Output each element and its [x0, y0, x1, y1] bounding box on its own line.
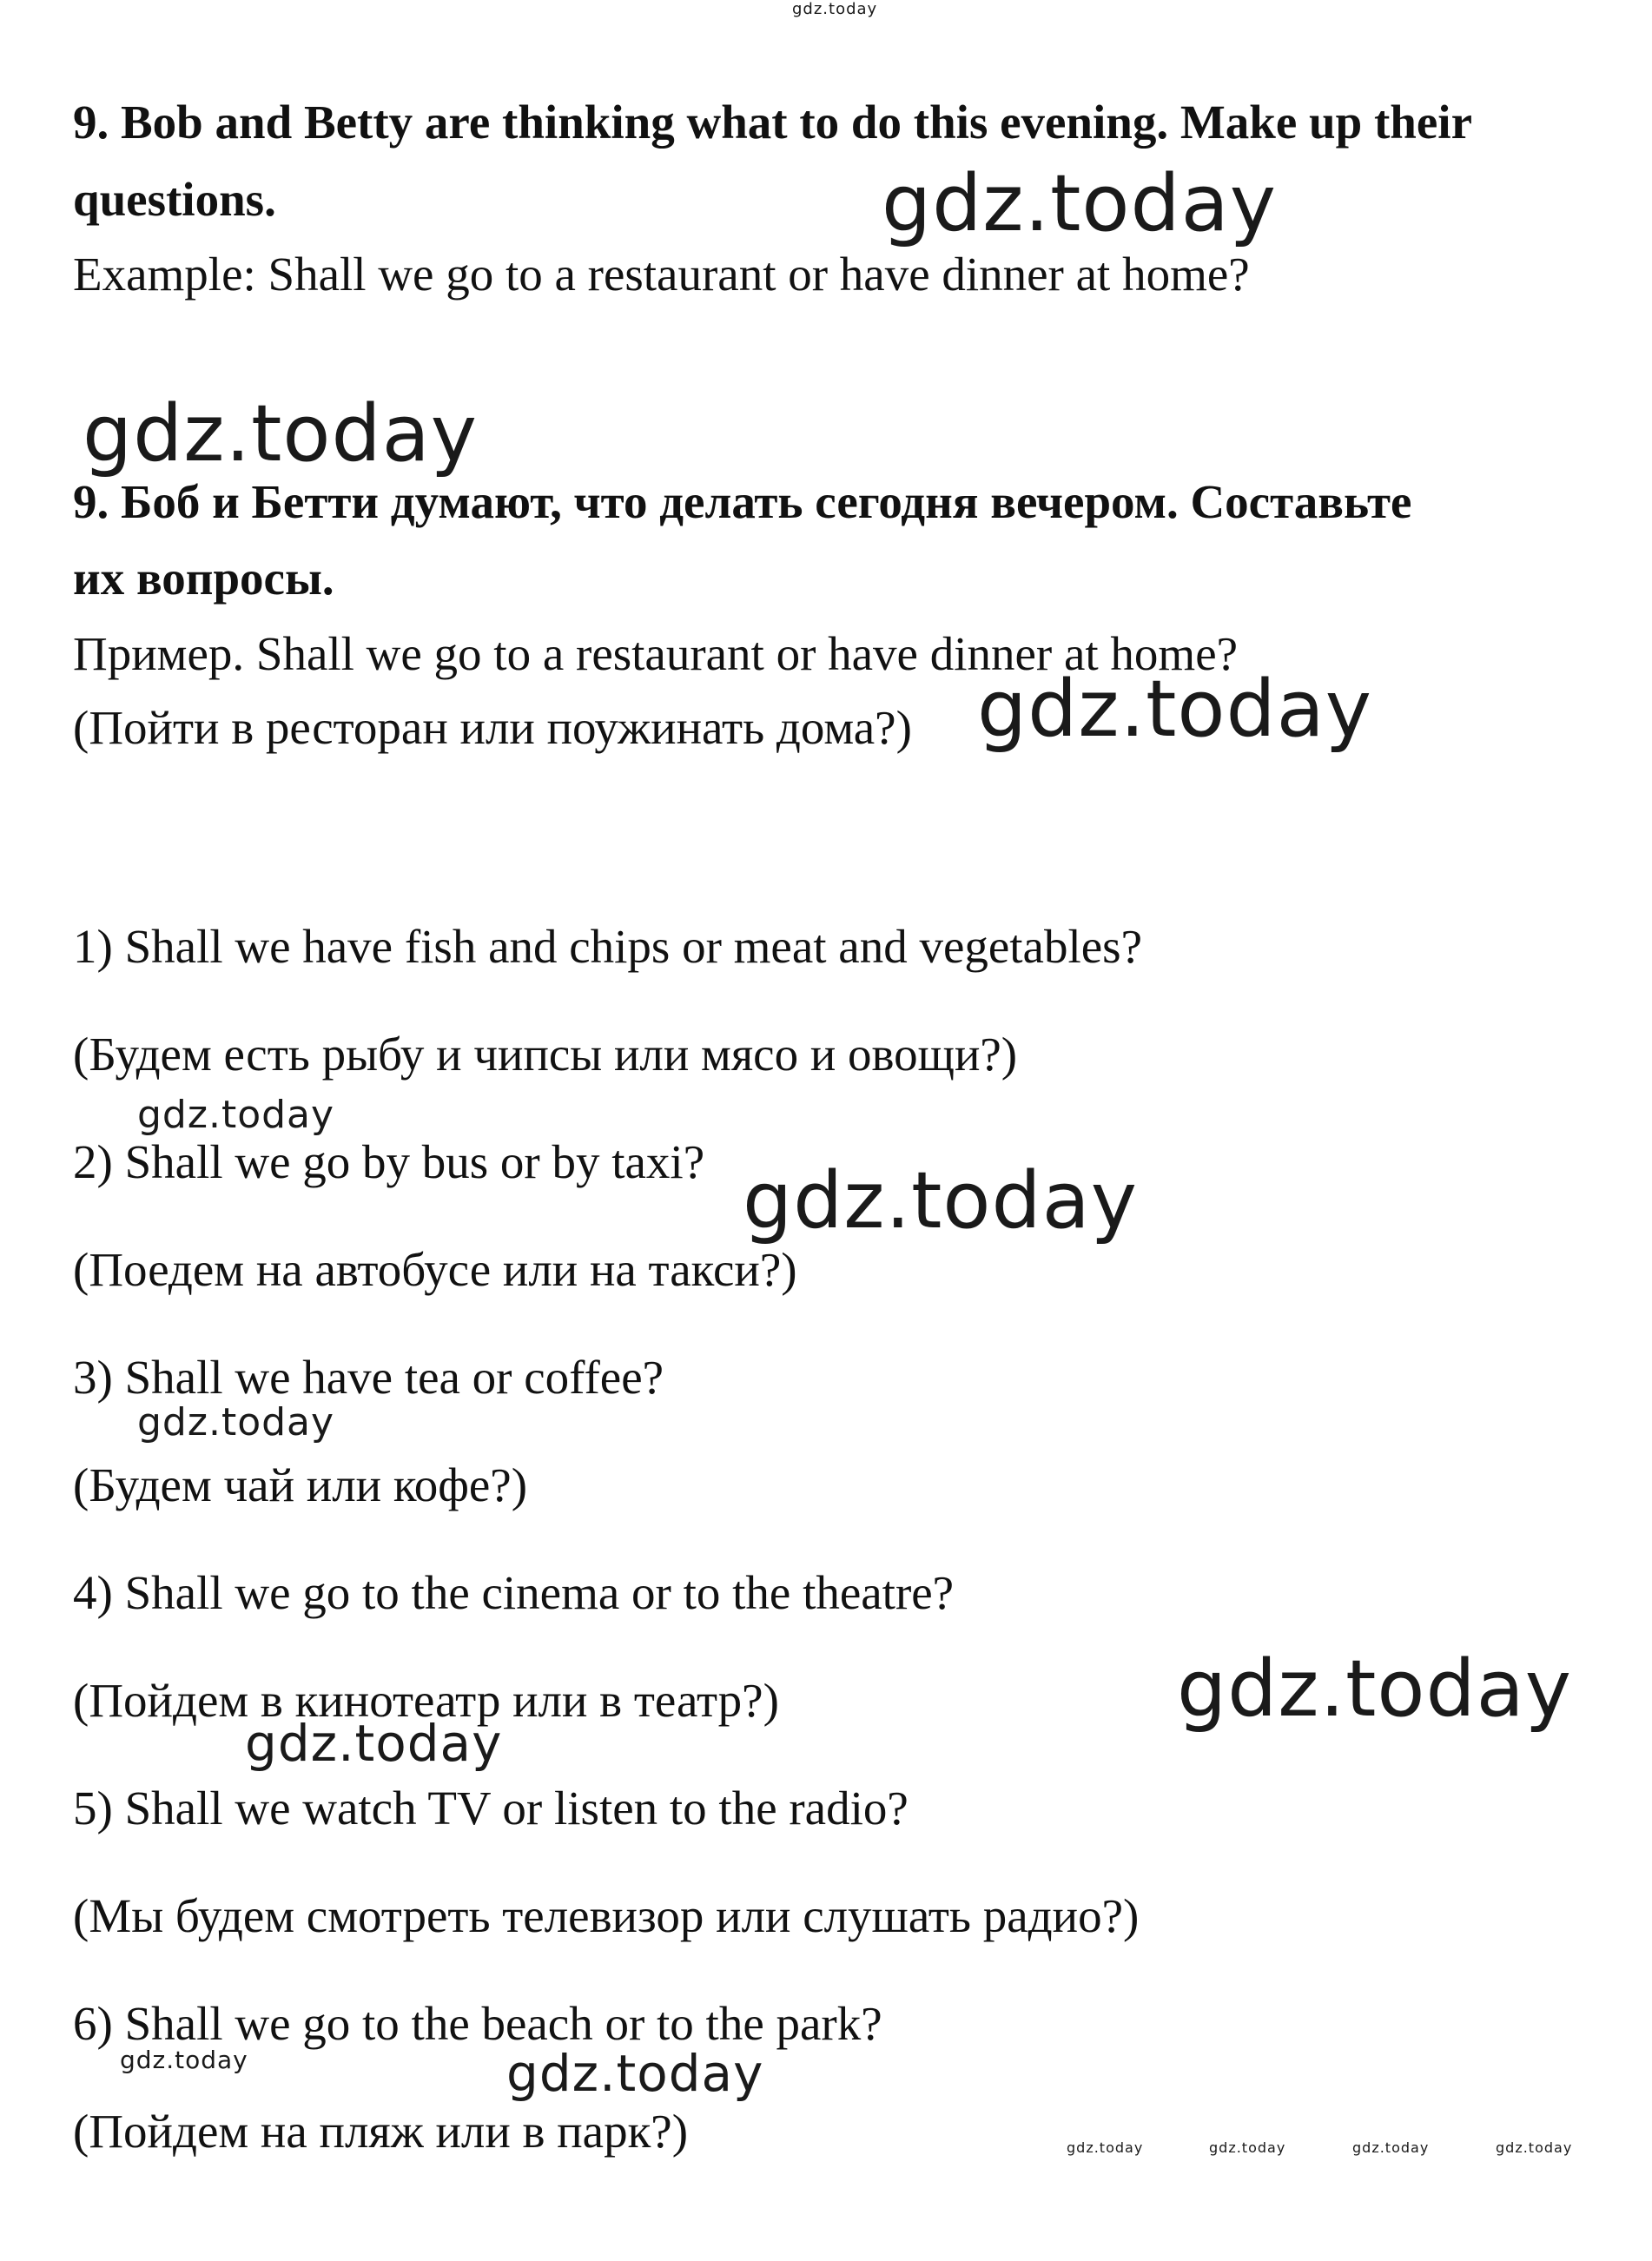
- watermark: gdz.today: [792, 0, 878, 18]
- watermark: gdz.today: [1177, 1643, 1573, 1735]
- answer-question-1: 1) Shall we have fish and chips or meat and vegetables?: [73, 920, 1142, 973]
- task-example-english: Example: Shall we go to a restaurant or have dinner at home?: [73, 248, 1250, 301]
- watermark: gdz.today: [1067, 2139, 1144, 2156]
- watermark: gdz.today: [882, 158, 1278, 249]
- watermark: gdz.today: [245, 1714, 503, 1773]
- watermark: gdz.today: [1352, 2139, 1430, 2156]
- watermark: gdz.today: [743, 1155, 1139, 1246]
- answer-question-3: 3) Shall we have tea or coffee?: [73, 1351, 664, 1404]
- task-title-english-line2: questions.: [73, 173, 276, 226]
- answer-question-4: 4) Shall we go to the cinema or to the theatre?: [73, 1566, 955, 1619]
- answer-question-2: 2) Shall we go by bus or by taxi?: [73, 1135, 705, 1188]
- watermark: gdz.today: [1209, 2139, 1286, 2156]
- task-title-russian-line2: их вопросы.: [73, 552, 334, 605]
- watermark: gdz.today: [137, 1400, 335, 1445]
- watermark: gdz.today: [1496, 2139, 1573, 2156]
- answer-translation-1: (Будем есть рыбу и чипсы или мясо и овощи?): [73, 1028, 1018, 1081]
- watermark: gdz.today: [137, 1093, 335, 1137]
- watermark: gdz.today: [83, 388, 479, 479]
- task-title-english-line1: 9. Bob and Betty are thinking what to do this evening. Make up their: [73, 96, 1472, 149]
- task-example-russian: Пример. Shall we go to a restaurant or have dinner at home?: [73, 627, 1239, 680]
- answer-translation-3: (Будем чай или кофе?): [73, 1458, 528, 1511]
- task-example-translation: (Пойти в ресторан или поужинать дома?): [73, 701, 912, 754]
- answer-question-5: 5) Shall we watch TV or listen to the radio?: [73, 1782, 909, 1835]
- watermark: gdz.today: [120, 2046, 248, 2074]
- task-title-russian-line1: 9. Боб и Бетти думают, что делать сегодня вечером. Составьте: [73, 475, 1412, 528]
- watermark: gdz.today: [977, 664, 1373, 755]
- answer-translation-4: (Пойдем в кинотеатр или в театр?): [73, 1674, 779, 1727]
- answer-question-6: 6) Shall we go to the beach or to the park?: [73, 1997, 882, 2050]
- answer-translation-2: (Поедем на автобусе или на такси?): [73, 1243, 797, 1296]
- answer-translation-5: (Мы будем смотреть телевизор или слушать радио?): [73, 1889, 1140, 1942]
- answer-translation-6: (Пойдем на пляж или в парк?): [73, 2105, 689, 2158]
- watermark: gdz.today: [506, 2044, 764, 2103]
